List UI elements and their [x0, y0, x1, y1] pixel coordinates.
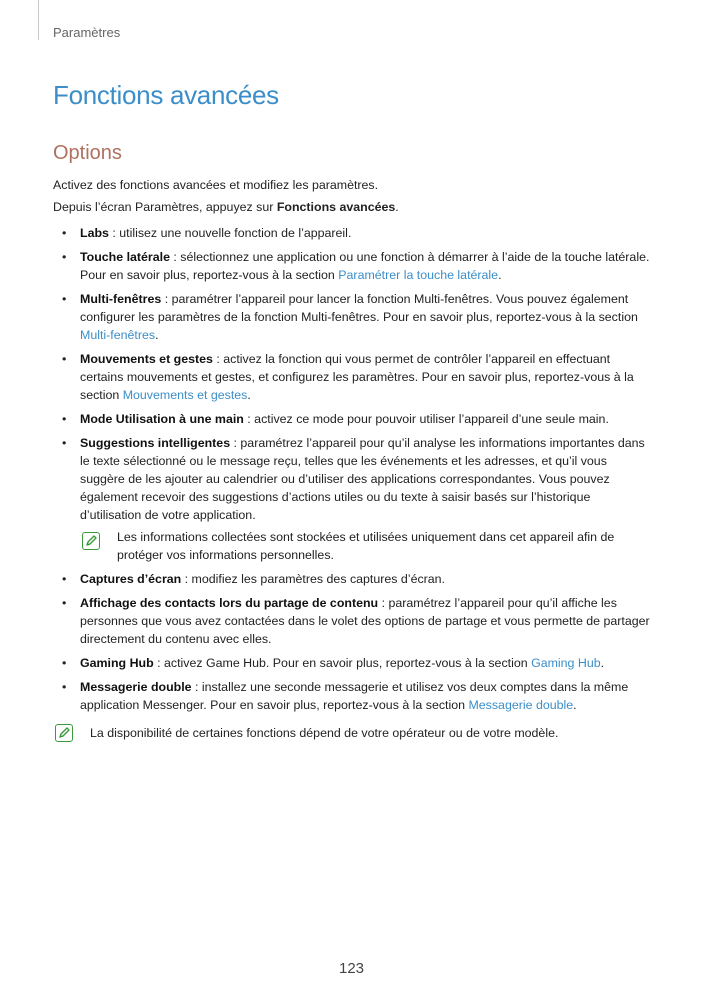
section-subtitle: Options — [53, 142, 122, 164]
note-pencil-icon — [82, 532, 100, 550]
list-item-touche-laterale — [53, 248, 653, 284]
item-term: Multi-fenêtres — [80, 292, 162, 306]
intro-line-2-prefix: Depuis l’écran Paramètres, appuyez sur — [53, 200, 277, 214]
page-title: Fonctions avancées — [53, 80, 279, 110]
item-text: : utilisez une nouvelle fonction de l’appareil. — [108, 226, 352, 240]
options-list — [53, 224, 653, 720]
item-end: . — [573, 698, 577, 712]
item-text: : paramétrer l’appareil pour lancer la fonction Multi-fenêtres. Vous pouvez également configurer les paramètres de la fonction Multi-fenêtres. Pour en savoir plus, reportez-vous à la section — [80, 292, 638, 324]
item-term: Affichage des contacts lors du partage de contenu — [80, 596, 379, 610]
item-text: : activez la fonction qui vous permet de contrôler l’appareil en effectuant certains mouvements et gestes, et configurez les paramètres. Pour en savoir plus, reportez-vous à la section — [80, 352, 634, 402]
item-term: Messagerie double — [80, 680, 192, 694]
item-text: : paramétrez l’appareil pour qu’il analyse les informations importantes dans le texte sélectionné ou le message reçu, telles que les événements et les adresses, et qu’il vous suggère de les ajouter au calendrier ou d’utiliser des applications correspondantes. Vous pouvez également recevoir des suggestions d’actions utiles ou du texte à saisir basés sur l’historique d’utilisation de votre application. — [80, 436, 645, 522]
item-term: Mouvements et gestes — [80, 352, 213, 366]
item-end: . — [600, 656, 605, 670]
availability-note-text: La disponibilité de certaines fonctions dépend de votre opérateur ou de votre modèle. — [90, 726, 559, 740]
list-item-mode-une-main — [53, 410, 653, 428]
item-end: . — [155, 328, 159, 342]
intro-line-1: Activez des fonctions avancées et modifiez les paramètres. — [53, 178, 379, 192]
list-item-captures — [53, 570, 653, 588]
list-item-messagerie-double — [53, 678, 653, 714]
note-pencil-icon — [55, 724, 73, 742]
item-term: Captures d’écran — [80, 572, 182, 586]
item-end: . — [498, 268, 502, 282]
header-rule — [38, 0, 39, 40]
link-messagerie-double[interactable]: Messagerie double — [468, 698, 574, 712]
link-gaming-hub[interactable]: Gaming Hub — [531, 656, 601, 670]
item-term: Suggestions intelligentes — [80, 436, 231, 450]
intro-menu-name: Fonctions avancées — [276, 200, 396, 214]
item-term: Touche latérale — [80, 250, 170, 264]
item-text: : installez une seconde messagerie et utilisez vos deux comptes dans la même application Messenger. Pour en savoir plus, reportez-vous à la section — [80, 680, 629, 712]
item-text: : activez Game Hub. Pour en savoir plus, reportez-vous à la section — [153, 656, 532, 670]
list-item-suggestions — [53, 434, 653, 564]
item-term: Gaming Hub — [80, 656, 154, 670]
list-item-multi-fenetres — [53, 290, 653, 344]
intro-line-2 — [53, 198, 653, 216]
item-end: . — [247, 388, 251, 402]
link-parametrer-touche-laterale[interactable]: Paramétrer la touche latérale — [338, 268, 499, 282]
link-mouvements-gestes[interactable]: Mouvements et gestes — [122, 388, 248, 402]
list-item-mouvements-gestes — [53, 350, 653, 404]
link-multi-fenetres[interactable]: Multi-fenêtres — [80, 328, 156, 342]
item-term: Mode Utilisation à une main — [80, 412, 244, 426]
privacy-note — [80, 528, 653, 564]
intro — [53, 176, 653, 220]
item-term: Labs — [80, 226, 109, 240]
list-item-gaming-hub — [53, 654, 653, 672]
item-text: : activez ce mode pour pouvoir utiliser l’appareil d’une seule main. — [243, 412, 609, 426]
header-section-name: Paramètres — [53, 25, 121, 40]
privacy-note-text: Les informations collectées sont stockées et utilisées uniquement dans cet appareil afin de protéger vos informations personnelles. — [117, 530, 615, 562]
item-text: : modifiez les paramètres des captures d’écran. — [181, 572, 446, 586]
list-item-labs — [53, 224, 653, 242]
intro-line-2-suffix: . — [395, 200, 399, 214]
item-text: : paramétrez l’appareil pour qu’il affiche les personnes que vous avez contactées dans le volet des options de partage et vous permette de partager directement du contenu avec elles. — [80, 596, 650, 646]
list-item-affichage-contacts — [53, 594, 653, 648]
item-text: : sélectionnez une application ou une fonction à démarrer à l’aide de la touche latérale. Pour en savoir plus, reportez-vous à la section — [80, 250, 650, 282]
page-number: 123 — [338, 960, 365, 977]
availability-note — [53, 724, 653, 742]
